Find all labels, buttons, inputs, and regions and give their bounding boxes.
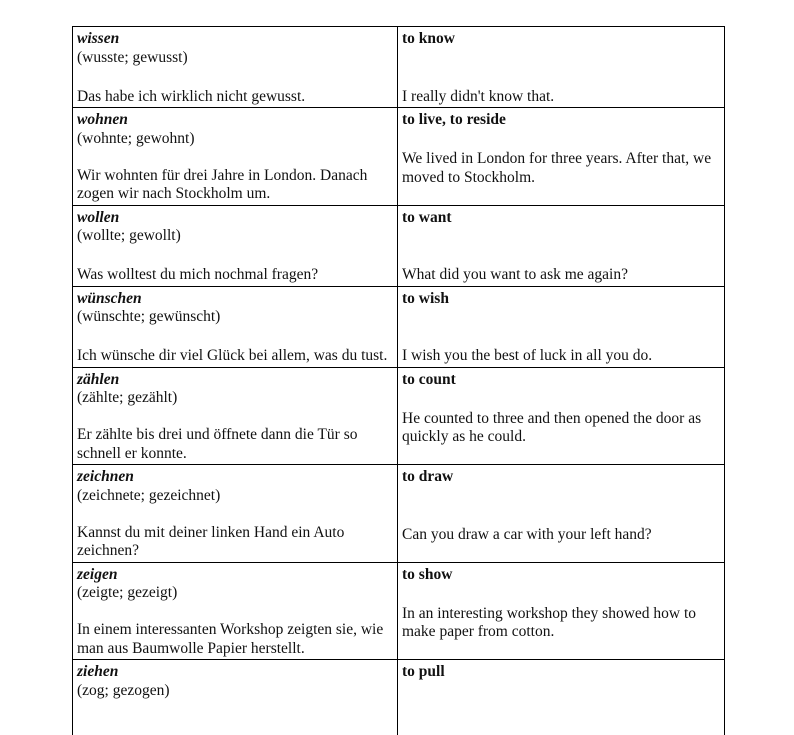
german-verb: wollen <box>77 208 120 226</box>
german-example: Was wolltest du mich nochmal fragen? <box>77 266 319 283</box>
german-example: In einem interessanten Workshop zeigten sie, wie man aus Baumwolle Papier herstellt. <box>77 621 384 657</box>
german-example: Das habe ich wirklich nicht gewusst. <box>77 87 306 105</box>
english-translation: to wish <box>402 289 449 307</box>
german-cell <box>73 205 398 286</box>
english-cell <box>398 465 725 563</box>
english-example: In an interesting workshop they showed how to make paper from cotton. <box>402 604 697 640</box>
english-translation: to live, to reside <box>402 111 506 128</box>
english-example: Can you draw a car with your left hand? <box>402 525 652 543</box>
german-example: Ich wünsche dir viel Glück bei allem, was du tust. <box>77 347 388 364</box>
table-row <box>73 660 725 735</box>
verb-forms: (zeichnete; gezeichnet) <box>77 486 221 504</box>
german-verb: wissen <box>77 30 120 47</box>
english-translation: to know <box>402 30 455 47</box>
german-verb: zeichnen <box>77 468 134 485</box>
german-example: Wir wohnten für drei Jahre in London. Danach zogen wir nach Stockholm um. <box>77 166 368 202</box>
english-cell <box>398 660 725 735</box>
english-translation: to show <box>402 565 453 583</box>
verb-forms: (wusste; gewusst) <box>77 48 188 66</box>
german-example: Er zählte bis drei und öffnete dann die Tür so schnell er konnte. <box>77 426 358 462</box>
german-cell <box>73 562 398 660</box>
english-example: We lived in London for three years. After that, we moved to Stockholm. <box>402 150 712 186</box>
german-verb: wohnen <box>77 111 128 128</box>
english-cell <box>398 286 725 367</box>
english-example: He counted to three and then opened the door as quickly as he could. <box>402 409 702 445</box>
english-example: What did you want to ask me again? <box>402 266 628 283</box>
verb-forms: (wünschte; gewünscht) <box>77 308 221 325</box>
english-example: I wish you the best of luck in all you do. <box>402 347 653 364</box>
english-translation: to count <box>402 370 456 388</box>
german-verb: zeigen <box>77 565 118 583</box>
german-verb: ziehen <box>77 663 119 680</box>
german-cell <box>73 27 398 108</box>
vocabulary-table <box>72 26 725 735</box>
english-cell <box>398 367 725 465</box>
german-cell <box>73 367 398 465</box>
german-example: Kannst du mit deiner linken Hand ein Auto zeichnen? <box>77 523 345 559</box>
verb-forms: (zeigte; gezeigt) <box>77 584 178 601</box>
german-cell <box>73 108 398 206</box>
german-verb: wünschen <box>77 289 142 307</box>
german-cell <box>73 660 398 735</box>
english-translation: to want <box>402 208 452 226</box>
english-cell <box>398 27 725 108</box>
german-verb: zählen <box>77 370 120 388</box>
table-row <box>73 367 725 465</box>
table-row <box>73 108 725 206</box>
table-row <box>73 286 725 367</box>
table-row <box>73 205 725 286</box>
table-row <box>73 562 725 660</box>
english-cell <box>398 108 725 206</box>
verb-forms: (zog; gezogen) <box>77 681 170 699</box>
german-cell <box>73 286 398 367</box>
verb-forms: (zählte; gezählt) <box>77 389 178 406</box>
table-row <box>73 27 725 108</box>
english-translation: to pull <box>402 663 445 680</box>
english-translation: to draw <box>402 468 454 485</box>
german-cell <box>73 465 398 563</box>
english-cell <box>398 562 725 660</box>
english-cell <box>398 205 725 286</box>
verb-forms: (wollte; gewollt) <box>77 227 181 244</box>
english-example: I really didn't know that. <box>402 87 555 105</box>
table-row <box>73 465 725 563</box>
verb-forms: (wohnte; gewohnt) <box>77 129 195 147</box>
